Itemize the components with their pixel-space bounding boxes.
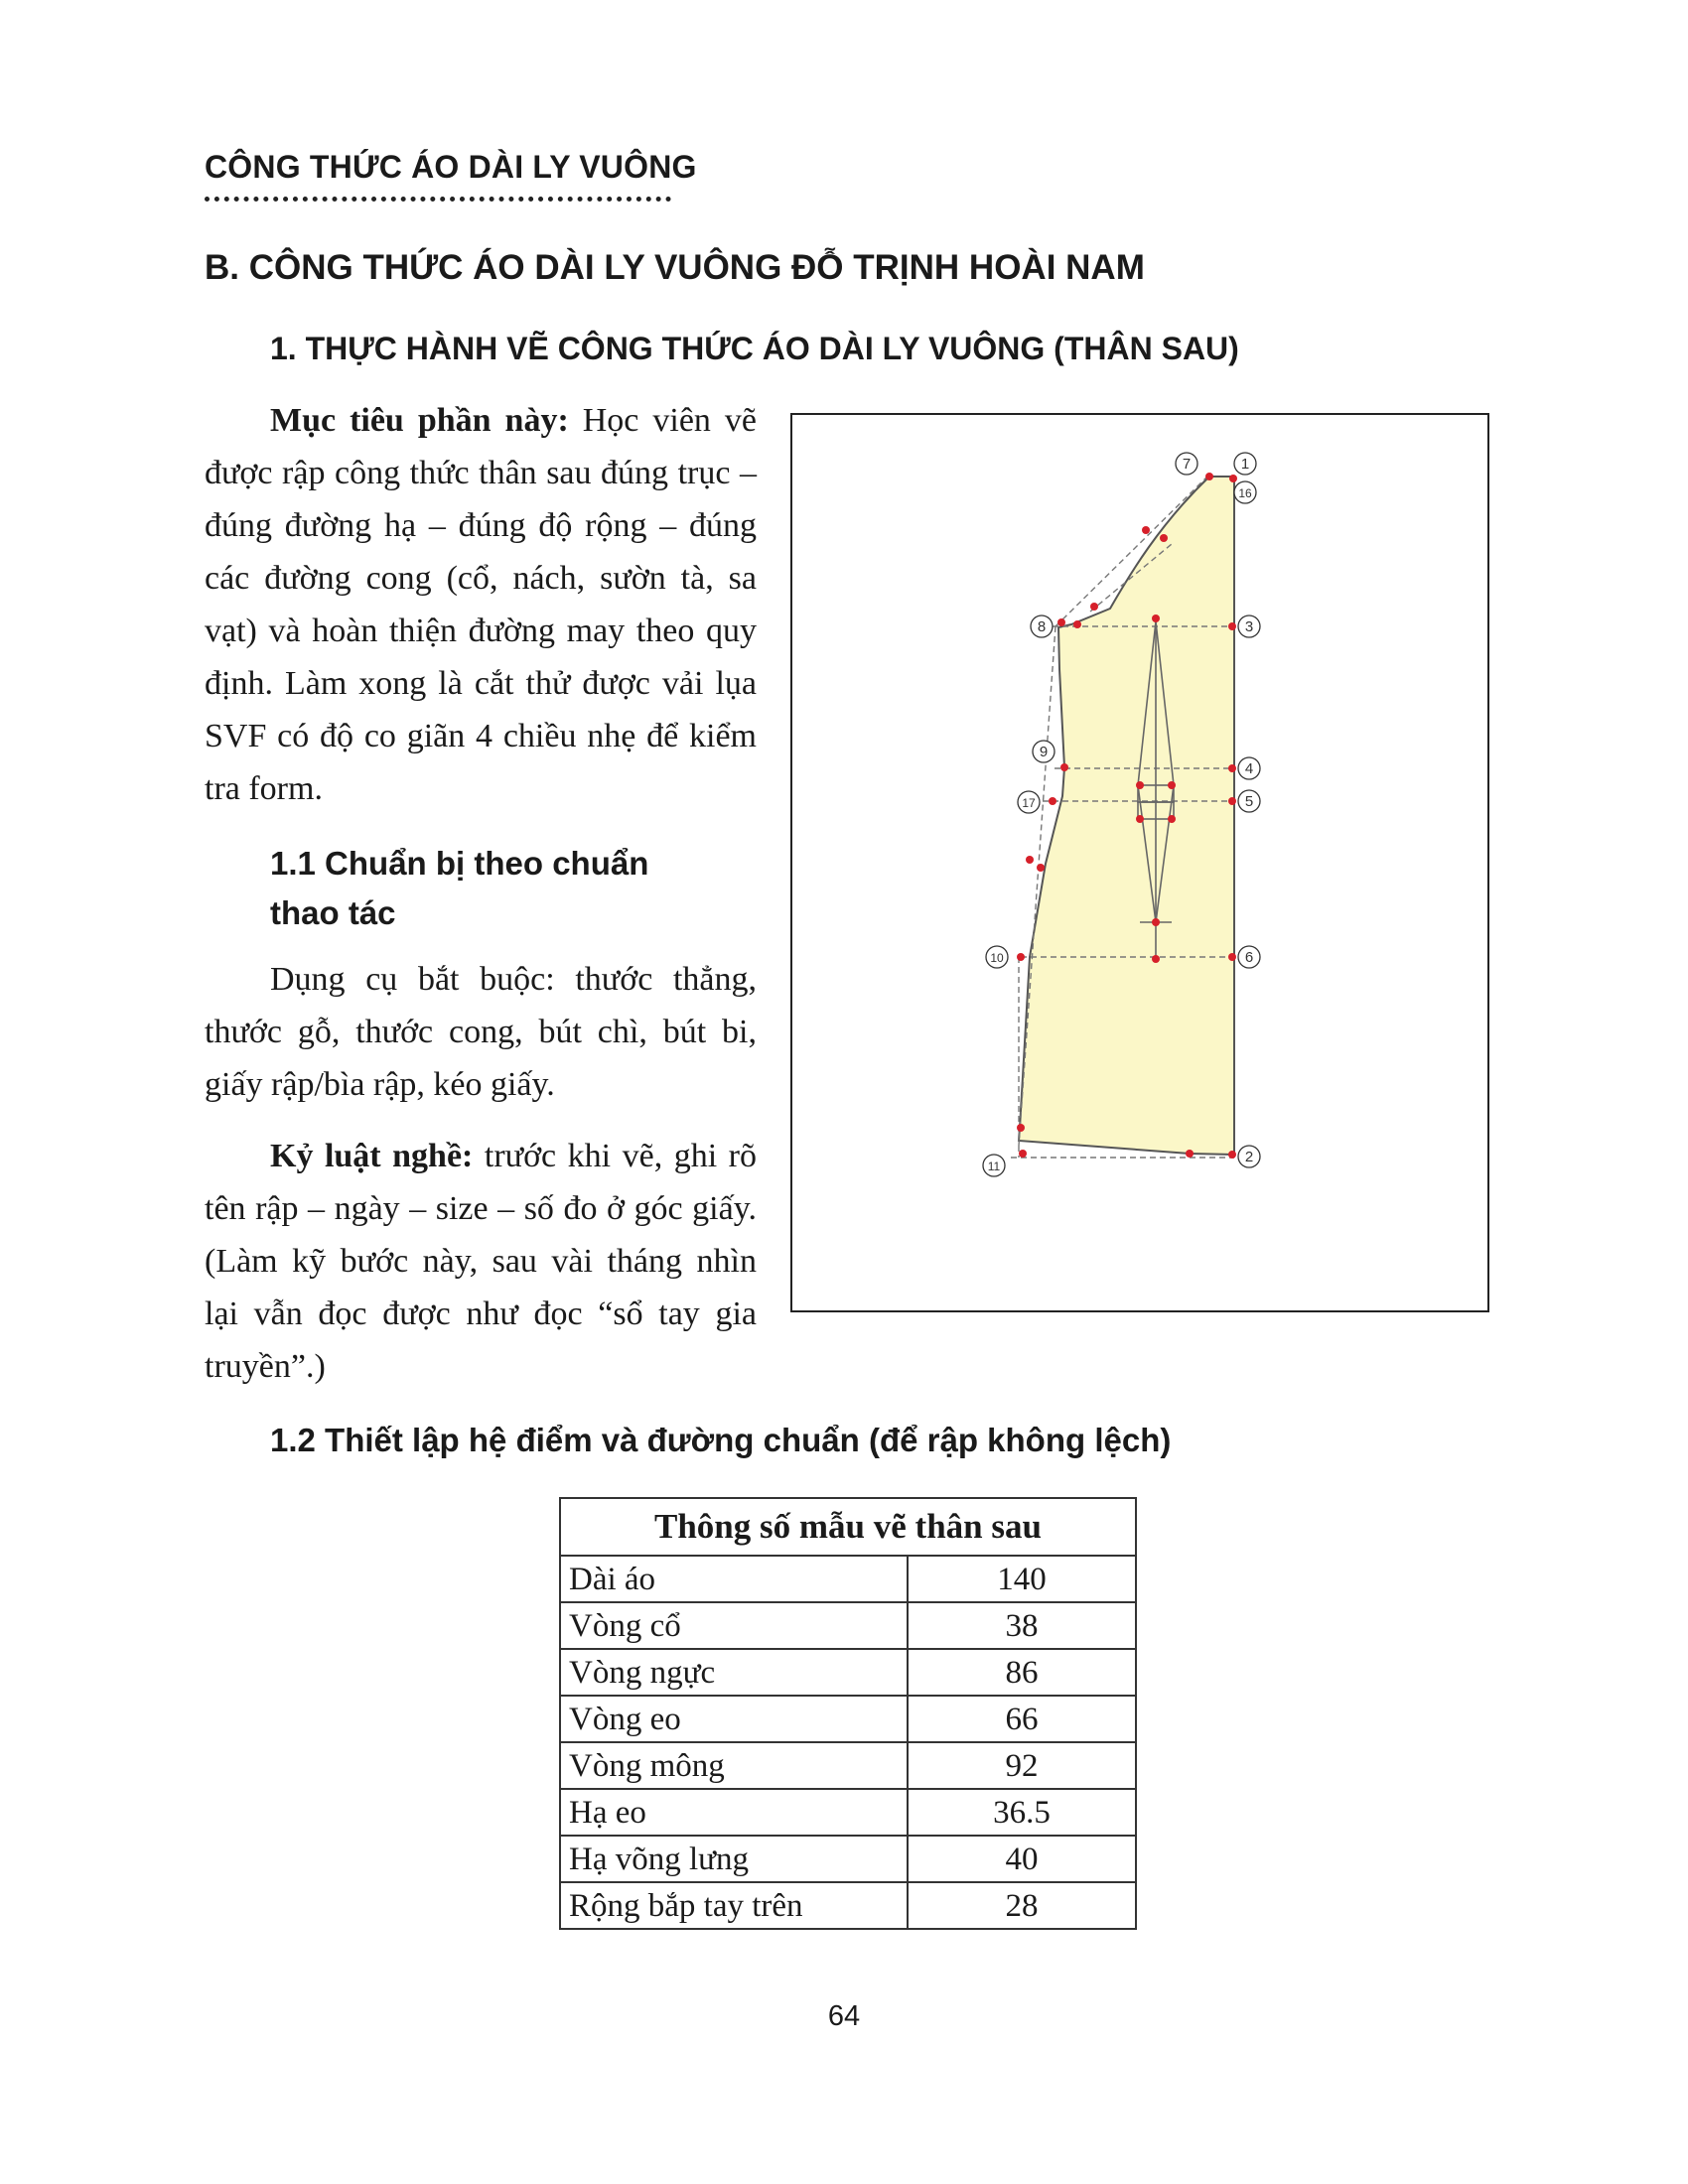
row-value: 40 — [908, 1836, 1136, 1882]
svg-text:11: 11 — [987, 1160, 1001, 1173]
row-value: 86 — [908, 1649, 1136, 1696]
row-name: Hạ võng lưng — [560, 1836, 908, 1882]
svg-text:9: 9 — [1039, 744, 1049, 760]
discipline-label: Kỷ luật nghề: — [270, 1138, 474, 1174]
row-value: 36.5 — [908, 1789, 1136, 1836]
objective-label: Mục tiêu phần này: — [270, 402, 569, 439]
discipline-text: trước khi vẽ, ghi rõ tên rập – ngày – size – số đo ở góc giấy. (Làm kỹ bước này, sau vài tháng nhìn lại vẫn đọc được như đọc “sổ tay gia truyền”.) — [205, 1138, 757, 1385]
table-row — [560, 1649, 1136, 1696]
svg-text:2: 2 — [1244, 1149, 1254, 1165]
row-name: Vòng ngực — [560, 1649, 908, 1696]
back-panel-spec-table — [559, 1497, 1137, 1930]
table-row — [560, 1696, 1136, 1742]
point-label-3 — [1238, 615, 1260, 637]
row-name: Rộng bắp tay trên — [560, 1882, 908, 1929]
point-label-9 — [1033, 741, 1055, 762]
dotted-divider — [205, 197, 671, 202]
svg-text:5: 5 — [1244, 793, 1254, 810]
table-row — [560, 1882, 1136, 1929]
running-head: CÔNG THỨC ÁO DÀI LY VUÔNG — [205, 149, 697, 185]
point-label-16 — [1234, 481, 1256, 503]
back-panel-pattern-diagram — [790, 413, 1489, 1312]
subsection-1-2-heading: 1.2 Thiết lập hệ điểm và đường chuẩn (để rập không lệch) — [270, 1422, 1172, 1458]
point-label-7 — [1176, 453, 1197, 475]
row-name: Vòng eo — [560, 1696, 908, 1742]
point-label-2 — [1238, 1146, 1260, 1167]
section-1-heading: 1. THỰC HÀNH VẼ CÔNG THỨC ÁO DÀI LY VUÔNG (THÂN SAU) — [270, 331, 1239, 366]
section-b-heading: B. CÔNG THỨC ÁO DÀI LY VUÔNG ĐỖ TRỊNH HOÀI NAM — [205, 248, 1145, 287]
svg-text:1: 1 — [1240, 456, 1250, 473]
row-value: 92 — [908, 1742, 1136, 1789]
row-value: 38 — [908, 1602, 1136, 1649]
point-label-5 — [1238, 790, 1260, 812]
page-number: 64 — [827, 2000, 861, 2032]
point-label-11 — [983, 1155, 1005, 1176]
table-title: Thông số mẫu vẽ thân sau — [560, 1498, 1136, 1556]
svg-text:17: 17 — [1022, 796, 1036, 810]
table-row — [560, 1602, 1136, 1649]
table-header-row — [560, 1498, 1136, 1556]
table-row — [560, 1742, 1136, 1789]
tools-paragraph: Dụng cụ bắt buộc: thước thẳng, thước gỗ, thước cong, bút chì, bút bi, giấy rập/bìa rập, kéo giấy. — [205, 961, 757, 1103]
pattern-svg — [792, 415, 1491, 1314]
svg-text:10: 10 — [990, 951, 1004, 965]
row-name: Vòng mông — [560, 1742, 908, 1789]
discipline-paragraph — [205, 1130, 757, 1393]
row-name: Dài áo — [560, 1556, 908, 1602]
point-label-6 — [1238, 946, 1260, 968]
point-label-1 — [1234, 453, 1256, 475]
back-panel-shape — [1019, 477, 1234, 1155]
row-name: Vòng cổ — [560, 1602, 908, 1649]
svg-text:3: 3 — [1244, 618, 1254, 635]
point-label-17 — [1018, 791, 1040, 813]
svg-text:16: 16 — [1238, 486, 1252, 500]
svg-text:6: 6 — [1244, 949, 1254, 966]
objective-paragraph — [205, 394, 757, 815]
row-value: 28 — [908, 1882, 1136, 1929]
point-label-8 — [1031, 615, 1053, 637]
table-row — [560, 1836, 1136, 1882]
objective-text: Học viên vẽ được rập công thức thân sau đúng trục – đúng đường hạ – đúng độ rộng – đúng các đường cong (cổ, nách, sườn tà, sa vạt) và hoàn thiện đường may theo quy định. Làm xong là cắt thử được vải lụa SVF có độ co giãn 4 chiều nhẹ để kiểm tra form. — [205, 402, 757, 807]
row-value: 66 — [908, 1696, 1136, 1742]
subsection-1-1-heading: 1.1 Chuẩn bị theo chuẩn thao tác — [270, 845, 649, 931]
svg-text:4: 4 — [1244, 760, 1254, 777]
svg-text:8: 8 — [1037, 618, 1047, 635]
row-name: Hạ eo — [560, 1789, 908, 1836]
svg-text:7: 7 — [1182, 456, 1192, 473]
point-label-10 — [986, 946, 1008, 968]
table-row — [560, 1556, 1136, 1602]
point-label-4 — [1238, 757, 1260, 779]
row-value: 140 — [908, 1556, 1136, 1602]
table-row — [560, 1789, 1136, 1836]
